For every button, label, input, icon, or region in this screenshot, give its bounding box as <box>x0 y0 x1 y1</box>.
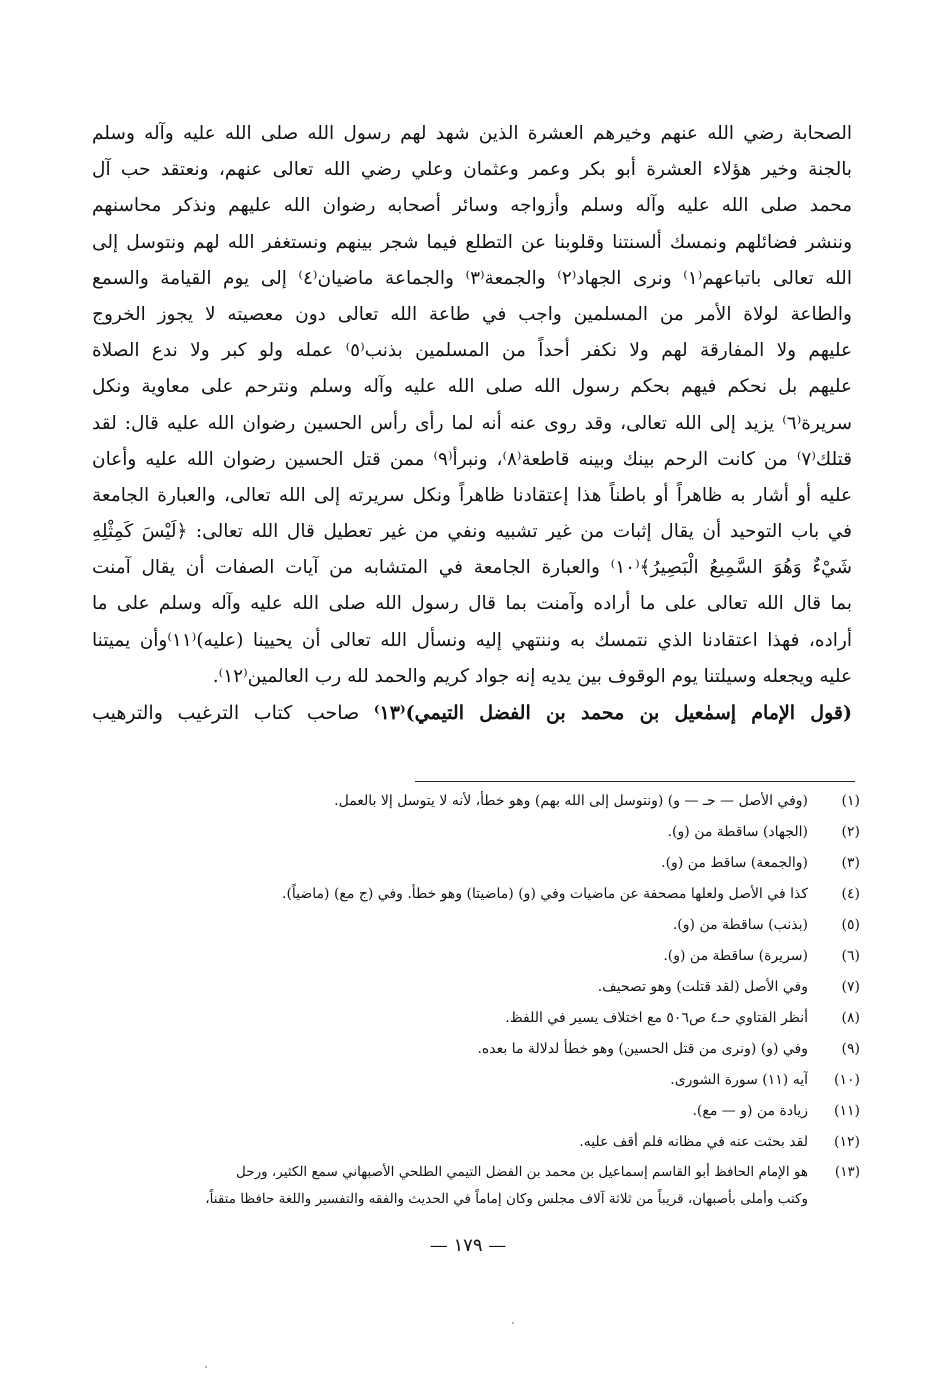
footnote <box>100 1158 860 1186</box>
footnote-text: لقد بحثت عنه في مظانه فلم أقف عليه. <box>579 1134 808 1150</box>
heading-subtitle: صاحب كتاب الترغيب والترهيب <box>92 702 360 724</box>
scan-speck <box>512 1322 514 1324</box>
footnote <box>100 972 860 1003</box>
footnote-text: آيه (١١) سورة الشورى. <box>670 1072 808 1088</box>
footnote-number: (١٣) <box>834 1164 860 1180</box>
text-line: في باب التوحيد أن يقال إثبات من غير تشبيه ونفي من غير تعطيل قال الله تعالى: ﴿لَيْسَ كَمِثْلِهِ <box>92 521 852 543</box>
section-heading <box>92 695 852 731</box>
footnote-text: كذا في الأصل ولعلها مصحفة عن ماضيات وفي (و) (ماضيتا) وهو خطأ. وفي (ج مع) (ماضياً). <box>282 886 808 902</box>
footnote-text: أنظر الفتاوي حـ٤ ص٥٠٦ مع اختلاف يسير في اللفظ. <box>505 1010 808 1026</box>
text-line: بالجنة وخير هؤلاء العشرة أبو بكر وعمر وعثمان وعلي رضي الله تعالى عنهم، ونعتقد حب آل <box>92 159 852 181</box>
footnote-continuation: وكتب وأملى بأصبهان، قريباً من ثلاثة آلاف مجلس وكان إماماً في الحديث والفقه والتفسير واللغة حافظا متقناً، <box>205 1191 808 1207</box>
page-number: — ١٧٩ — <box>429 1235 507 1256</box>
footnote <box>100 1034 860 1065</box>
scan-speck <box>205 1366 207 1368</box>
footnote-number: (٩) <box>841 1041 860 1057</box>
footnote-number: (١١) <box>834 1103 860 1119</box>
main-text <box>92 116 852 731</box>
footnote <box>100 1096 860 1127</box>
footnotes <box>100 786 860 1212</box>
heading-title: (قول الإمام إسمٰعيل بن محمد بن الفضل التيمي)⁽١٣⁾ <box>373 702 852 724</box>
footnote-divider <box>415 781 855 782</box>
text-line: عليه أو أشار به ظاهراً أو باطناً هذا إعتقادنا ظاهراً ونكل سريرته إلى الله تعالى، والعبارة الجامعة <box>92 484 852 506</box>
footnote-number: (٧) <box>841 979 860 995</box>
footnote <box>100 1127 860 1158</box>
footnote-text: وفي (و) (ونرى من قتل الحسين) وهو خطأ لدلالة ما بعده. <box>477 1041 808 1057</box>
text-line: الله تعالى باتباعهم⁽١⁾ ونرى الجهاد⁽٢⁾ والجمعة⁽٣⁾ والجماعة ماضيان⁽٤⁾ إلى يوم القيامة والسمع <box>92 267 852 289</box>
footnote <box>100 786 860 817</box>
footnote <box>100 848 860 879</box>
footnote-text: (والجمعة) ساقط من (و). <box>661 855 808 871</box>
footnote <box>100 879 860 910</box>
footnote-text: (الجهاد) ساقطة من (و). <box>667 824 808 840</box>
text-line: الصحابة رضي الله عنهم وخيرهم العشرة الذين شهد لهم رسول الله صلى الله عليه وآله وسلم <box>92 123 852 144</box>
text-line: بما قال الله تعالى على ما أراده وآمنت بما قال رسول الله صلى الله عليه وآله وسلم على ما <box>92 593 852 615</box>
footnote-text: زيادة من (و — مع). <box>692 1103 808 1119</box>
footnote <box>100 817 860 848</box>
text-line: والطاعة لولاة الأمر من المسلمين واجب في طاعة الله تعالى دون معصيته لا يجوز الخروج <box>92 303 852 325</box>
text-line: عليه ويجعله وسيلتنا يوم الوقوف بين يديه إنه جواد كريم والحمد لله رب العالمين⁽١٢⁾. <box>212 665 852 687</box>
footnote-text: (وفي الأصل — حـ — و) (ونتوسل إلى الله بهم) وهو خطأ، لأنه لا يتوسل إلا بالعمل. <box>334 793 808 809</box>
footnote <box>100 1003 860 1034</box>
text-line: عليهم بل نحكم فيهم بحكم رسول الله صلى الله عليه وآله وسلم ونترحم على معاوية ونكل <box>92 376 852 398</box>
footnote <box>100 910 860 941</box>
text-line: قتلك⁽٧⁾ من كانت الرحم بينك وبينه قاطعة⁽٨⁾، ونبرأ⁽٩⁾ ممن قتل الحسين رضوان الله عليه وأعان <box>92 448 852 470</box>
footnote <box>100 941 860 972</box>
text-line: محمد صلى الله عليه وآله وسلم وأزواجه وسائر أصحابه رضوان الله عليهم ونذكر محاسنهم <box>92 195 852 217</box>
footnote-text: (سريرة) ساقطة من (و). <box>663 948 808 964</box>
footnote-number: (٥) <box>841 917 860 933</box>
footnote-number: (٨) <box>841 1010 860 1026</box>
footnote-number: (٦) <box>841 948 860 964</box>
footnote-number: (٢) <box>841 824 860 840</box>
footnote-number: (١) <box>841 793 860 809</box>
footnote <box>100 1065 860 1096</box>
footnote-text: وفي الأصل (لقد قتلت) وهو تصحيف. <box>597 979 808 995</box>
footnote-number: (١٢) <box>834 1134 860 1150</box>
footnote-number: (٣) <box>841 855 860 871</box>
text-line: وننشر فضائلهم ونمسك ألسنتنا وقلوبنا عن التطلع فيما شجر بينهم ونستغفر الله لهم ونتوسل إلى <box>92 231 852 253</box>
text-line: أراده، فهذا اعتقادنا الذي نتمسك به وننتهي إليه ونسأل الله تعالى أن يحيينا (عليه)⁽١١⁾وأن يميتنا <box>92 629 852 651</box>
footnote-number: (٤) <box>841 886 860 902</box>
text-line: عليهم ولا المفارقة لهم ولا نكفر أحداً من المسلمين بذنب⁽٥⁾ عمله ولو كبر ولا ندع الصلاة <box>92 340 852 362</box>
footnote-number: (١٠) <box>834 1072 860 1088</box>
footnote-text: (بذنب) ساقطة من (و). <box>672 917 808 933</box>
text-line: سريرة⁽٦⁾ يزيد إلى الله تعالى، وقد روى عنه أنه لما رأى رأس الحسين رضوان الله عليه قال: لقد <box>92 412 852 434</box>
footnote-text: هو الإمام الحافظ أبو القاسم إسماعيل بن محمد بن الفضل التيمي الطلحي الأصبهاني سمع الكثير، ورحل <box>236 1164 808 1180</box>
text-line: شَيْءٌ وَهُوَ السَّمِيعُ الْبَصِيرُ﴾⁽١٠⁾ والعبارة الجامعة في المتشابه من آيات الصفات أن يقال آمنت <box>92 557 852 579</box>
